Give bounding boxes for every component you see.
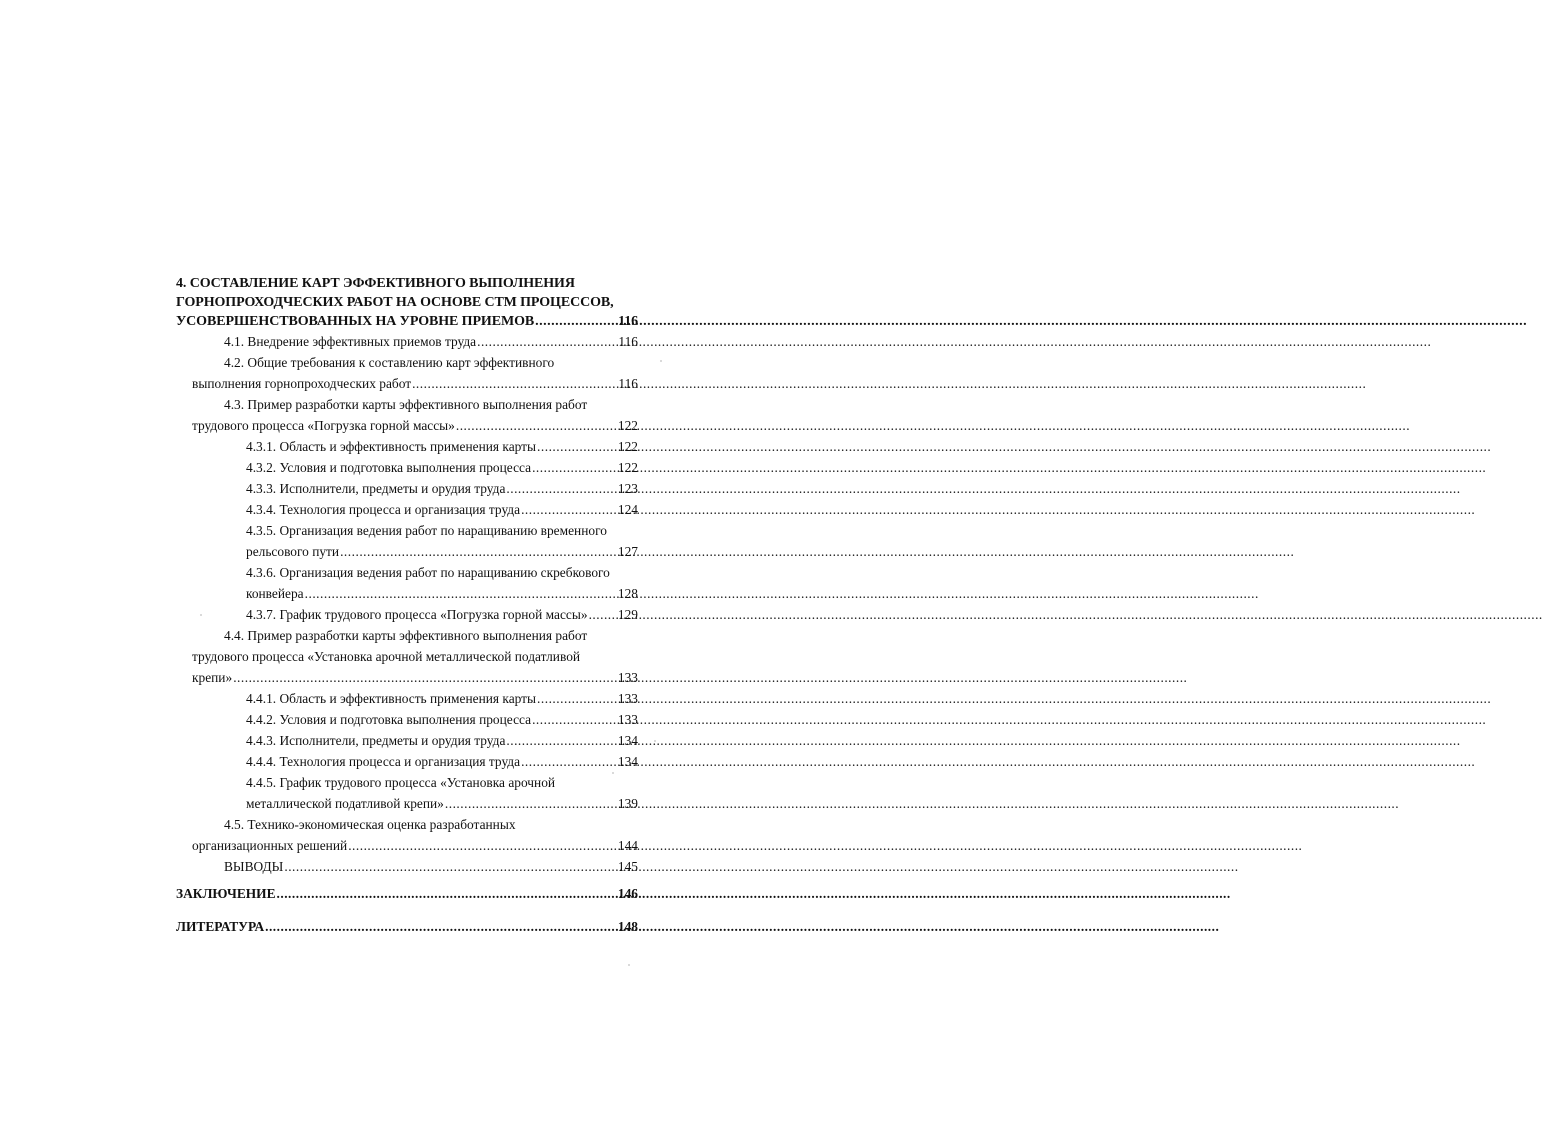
page-number: 134 bbox=[617, 733, 638, 748]
dot-leader bbox=[532, 709, 617, 730]
dot-leader bbox=[265, 916, 617, 937]
entry-title: ЗАКЛЮЧЕНИЕ bbox=[176, 886, 276, 901]
page-number: 134 bbox=[617, 754, 638, 769]
toc-entry-4-1 bbox=[176, 331, 638, 352]
page-number: 122 bbox=[617, 460, 638, 475]
entry-title: 4.4.1. Область и эффективность применения карты bbox=[246, 691, 537, 706]
toc-entry-literatura bbox=[176, 916, 638, 937]
toc-entry-4-4-3 bbox=[176, 730, 638, 751]
entry-title: 4.3.4. Технология процесса и организация труда bbox=[246, 502, 521, 517]
entry-title-line-2: металлической податливой крепи» bbox=[246, 796, 444, 811]
toc-entry-4-4-2 bbox=[176, 709, 638, 730]
entry-title: 4.4.4. Технология процесса и организация труда bbox=[246, 754, 521, 769]
entry-title: 4.3.3. Исполнители, предметы и орудия труда bbox=[246, 481, 506, 496]
toc-entry-4-4-4 bbox=[176, 751, 638, 772]
chapter-title-line-3 bbox=[176, 312, 638, 331]
dot-leader bbox=[456, 415, 617, 436]
entry-title-line-1: 4.4.5. График трудового процесса «Установка арочной bbox=[246, 775, 556, 790]
page-number: 146 bbox=[617, 886, 638, 901]
page-number: 133 bbox=[617, 691, 638, 706]
dot-leader bbox=[506, 478, 617, 499]
entry-title-line-2: трудового процесса «Погрузка горной массы» bbox=[192, 418, 455, 433]
dot-leader bbox=[537, 688, 617, 709]
page-number: 122 bbox=[617, 418, 638, 433]
entry-title: 4.4.3. Исполнители, предметы и орудия труда bbox=[246, 733, 506, 748]
toc-entry-4-4 bbox=[176, 625, 638, 688]
dot-leader bbox=[532, 457, 617, 478]
toc-entry-4-3 bbox=[176, 394, 638, 436]
dot-leader bbox=[521, 751, 617, 772]
toc-entry-zaklyuchenie bbox=[176, 883, 638, 904]
entry-title: ВЫВОДЫ bbox=[224, 859, 284, 874]
toc-entry-4-5 bbox=[176, 814, 638, 856]
entry-title: 4.3.1. Область и эффективность применения карты bbox=[246, 439, 537, 454]
entry-title-line-1: 4.4. Пример разработки карты эффективного выполнения работ bbox=[224, 628, 588, 643]
table-of-contents bbox=[176, 274, 638, 937]
dot-leader bbox=[305, 583, 617, 604]
chapter-title-line-2: ГОРНОПРОХОДЧЕСКИХ РАБОТ НА ОСНОВЕ СТМ ПРОЦЕССОВ, bbox=[176, 295, 614, 310]
toc-entry-4-3-6 bbox=[176, 562, 638, 604]
page-number: 133 bbox=[617, 712, 638, 727]
toc-entry-4-4-1 bbox=[176, 688, 638, 709]
toc-entry-4-3-5 bbox=[176, 520, 638, 562]
toc-entry-conclusions bbox=[176, 856, 638, 877]
dot-leader bbox=[589, 604, 617, 625]
dot-leader bbox=[348, 835, 617, 856]
page-number: 127 bbox=[617, 544, 638, 559]
toc-entry-4-3-4 bbox=[176, 499, 638, 520]
dot-leader bbox=[535, 312, 617, 331]
entry-title: 4.1. Внедрение эффективных приемов труда bbox=[224, 334, 477, 349]
page-number: 123 bbox=[617, 481, 638, 496]
entry-title-line-1: 4.5. Технико-экономическая оценка разработанных bbox=[224, 817, 516, 832]
entry-title: 4.4.2. Условия и подготовка выполнения процесса bbox=[246, 712, 532, 727]
entry-title: 4.3.2. Условия и подготовка выполнения процесса bbox=[246, 460, 532, 475]
chapter-title-line-1: 4. СОСТАВЛЕНИЕ КАРТ ЭФФЕКТИВНОГО ВЫПОЛНЕНИЯ bbox=[176, 276, 575, 291]
entry-title-line-2: трудового процесса «Установка арочной металлической податливой bbox=[192, 649, 581, 664]
dot-leader bbox=[277, 883, 617, 904]
page-number: 116 bbox=[618, 376, 638, 391]
page-number: 139 bbox=[617, 796, 638, 811]
page-number: 148 bbox=[617, 919, 638, 934]
entry-title-line-3: крепи» bbox=[192, 670, 233, 685]
page-number: 128 bbox=[617, 586, 638, 601]
entry-title-line-2: выполнения горнопроходческих работ bbox=[192, 376, 412, 391]
chapter-title-text: УСОВЕРШЕНСТВОВАННЫХ НА УРОВНЕ ПРИЕМОВ bbox=[176, 314, 535, 329]
page-number: 145 bbox=[617, 859, 638, 874]
entry-title-line-1: 4.3.6. Организация ведения работ по наращиванию скребкового bbox=[246, 565, 610, 580]
dot-leader bbox=[445, 793, 617, 814]
dot-leader bbox=[477, 331, 617, 352]
page-number: 116 bbox=[618, 334, 638, 349]
entry-title-line-2: рельсового пути bbox=[246, 544, 340, 559]
entry-title-line-1: 4.2. Общие требования к составлению карт эффективного bbox=[224, 355, 555, 370]
toc-entry-4-3-1 bbox=[176, 436, 638, 457]
dot-leader bbox=[412, 373, 617, 394]
entry-title: 4.3.7. График трудового процесса «Погрузка горной массы» bbox=[246, 607, 588, 622]
page-number: 116 bbox=[618, 314, 638, 329]
toc-entry-4-4-5 bbox=[176, 772, 638, 814]
chapter-4-heading bbox=[176, 274, 638, 331]
entry-title: ЛИТЕРАТУРА bbox=[176, 919, 265, 934]
toc-entry-4-3-7 bbox=[176, 604, 638, 625]
dot-leader bbox=[340, 541, 617, 562]
entry-title-line-1: 4.3.5. Организация ведения работ по наращиванию временного bbox=[246, 523, 607, 538]
dot-leader bbox=[233, 667, 617, 688]
page-number: 133 bbox=[617, 670, 638, 685]
entry-title-line-1: 4.3. Пример разработки карты эффективного выполнения работ bbox=[224, 397, 588, 412]
dot-leader bbox=[537, 436, 617, 457]
toc-entry-4-3-3 bbox=[176, 478, 638, 499]
page-number: 124 bbox=[617, 502, 638, 517]
toc-entry-4-3-2 bbox=[176, 457, 638, 478]
page-number: 144 bbox=[617, 838, 638, 853]
entry-title-line-2: конвейера bbox=[246, 586, 304, 601]
dot-leader bbox=[521, 499, 617, 520]
entry-title-line-2: организационных решений bbox=[192, 838, 348, 853]
page-number: 129 bbox=[617, 607, 638, 622]
page-number: 122 bbox=[617, 439, 638, 454]
toc-entry-4-2 bbox=[176, 352, 638, 394]
dot-leader bbox=[506, 730, 617, 751]
dot-leader bbox=[284, 856, 617, 877]
